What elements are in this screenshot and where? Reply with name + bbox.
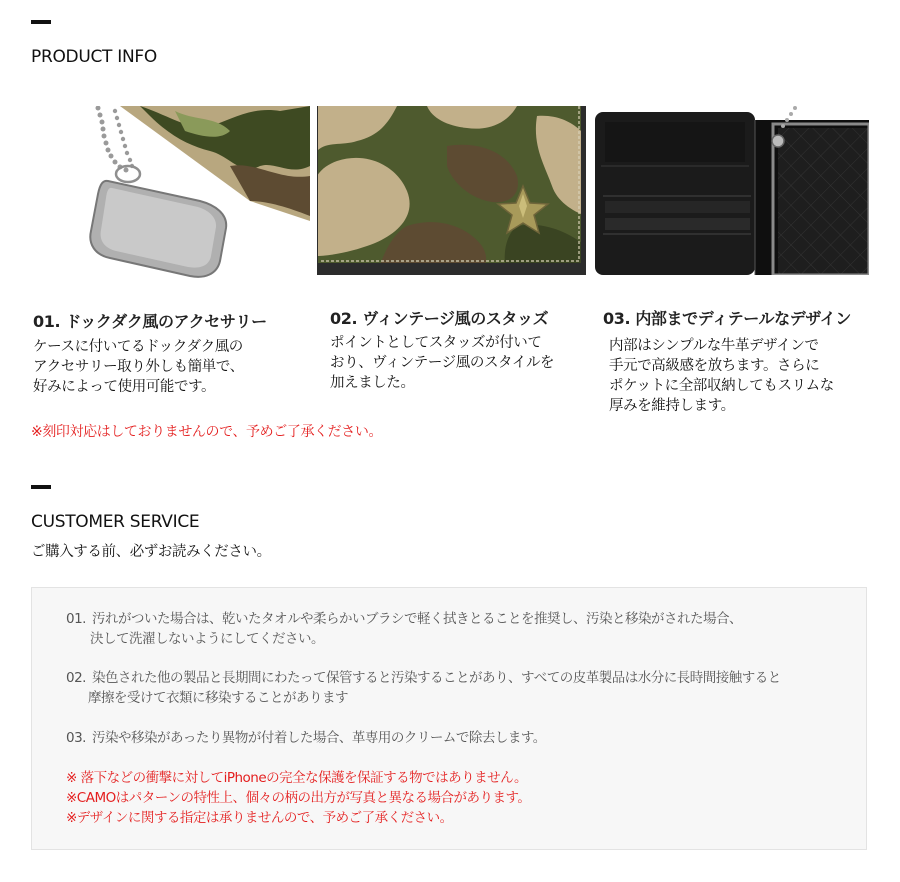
feature-2-description: ポイントとしてスタッズが付いて おり、ヴィンテージ風のスタイルを 加えました。 bbox=[330, 335, 555, 391]
warning-notes bbox=[66, 768, 530, 828]
care-item-1: 01. 汚れがついた場合は、乾いたタオルや柔らかいブラシで軽く拭きとることを推奨し、汚染と移染がされた場合、 決して洗濯しないようにしてください。 bbox=[66, 611, 742, 647]
customer-service-heading: CUSTOMER SERVICE bbox=[31, 512, 200, 532]
warning-note: ※デザインに関する指定は承りませんので、予めご了承ください。 bbox=[66, 810, 453, 826]
feature-1-description: ケースに付いてるドックダク風の アクセサリー取り外しも簡単で、 好みによって使用可能です。 bbox=[33, 339, 244, 395]
warning-note: ※ 落下などの衝撃に対してiPhoneの完全な保護を保証する物ではありません。 bbox=[66, 770, 527, 786]
feature-1-title: 01. ドックダク風のアクセサリー bbox=[33, 312, 267, 331]
care-instructions-box bbox=[31, 587, 867, 850]
care-item-3: 03. 汚染や移染があったり異物が付着した場合、革専用のクリームで除去します。 bbox=[66, 730, 546, 746]
care-item-2: 02. 染色された他の製品と長期間にわたって保管すると汚染することがあり、すべての皮革製品は水分に長時間接触すると 摩擦を受けて衣類に移染することがあります bbox=[66, 670, 781, 706]
feature-3-description: 内部はシンプルな牛革デザインで 手元で高級感を放ちます。さらに ポケットに全部収納してもスリムな 厚みを維持します。 bbox=[609, 338, 834, 414]
feature-2-title: 02. ヴィンテージ風のスタッズ bbox=[330, 309, 549, 328]
dog-tag-accessory-photo bbox=[80, 106, 310, 281]
feature-3-title: 03. 内部までディテールなデザイン bbox=[603, 309, 851, 328]
vintage-star-stud-photo bbox=[317, 106, 586, 275]
customer-service-subtitle: ご購入する前、必ずお読みください。 bbox=[31, 544, 271, 560]
product-info-heading: PRODUCT INFO bbox=[31, 47, 157, 67]
warning-note: ※CAMOはパターンの特性上、個々の柄の出方が写真と異なる場合があります。 bbox=[66, 790, 531, 806]
section-bar-customer-service bbox=[31, 485, 51, 489]
engraving-note: ※刻印対応はしておりませんので、予めご了承ください。 bbox=[31, 424, 383, 440]
case-interior-photo bbox=[593, 106, 869, 275]
section-bar-product-info bbox=[31, 20, 51, 24]
